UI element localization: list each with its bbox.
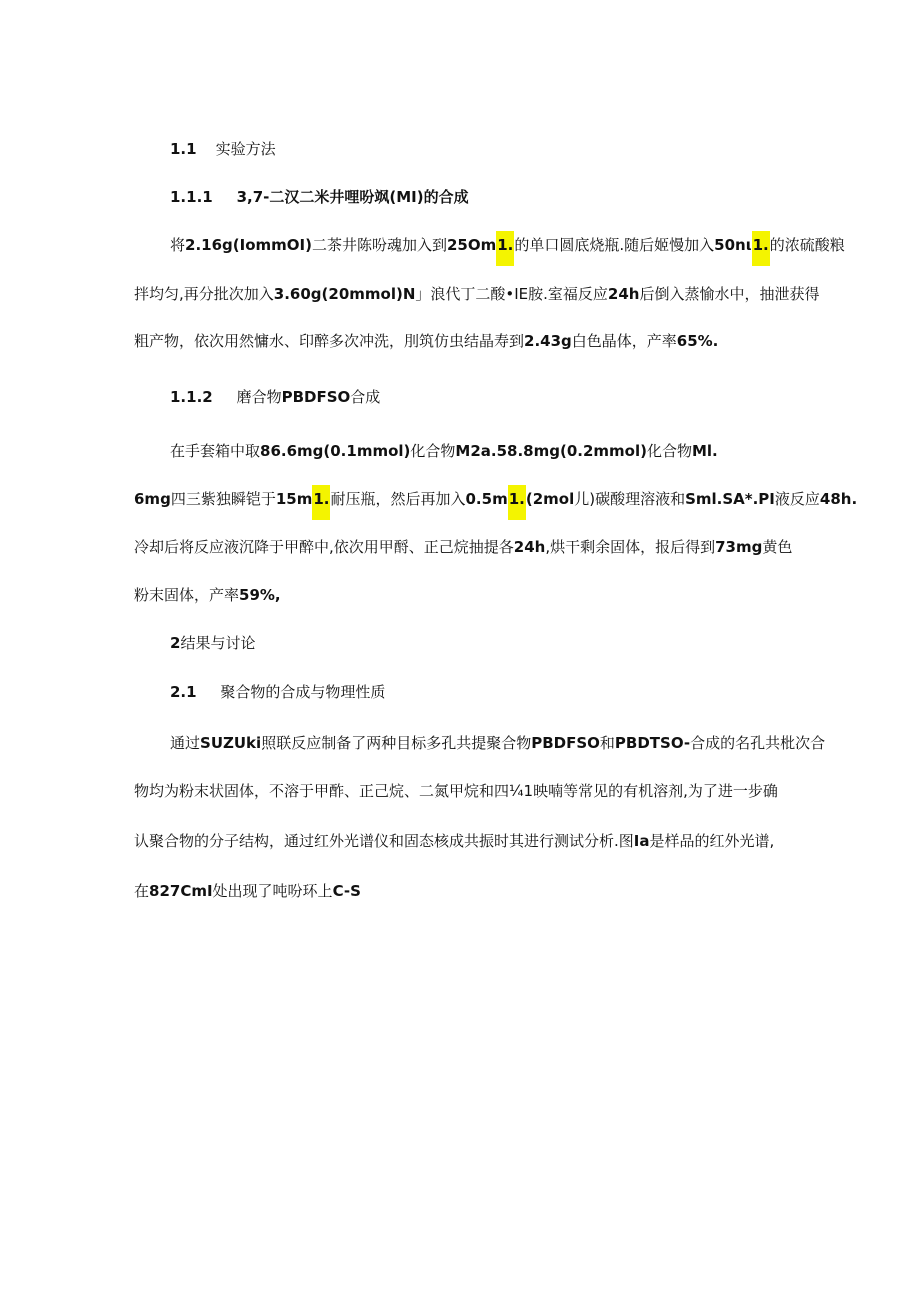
paragraph-1-line-2: 拌均匀,再分批次加入3.60g(20mmol)N」浪代丁二酸•IE胺.室福反应24h后倒入蒸愉水中，抽泄获得 (134, 285, 820, 303)
heading-number: 1.1.2 (170, 388, 213, 406)
paragraph-2-line-2: 6mg四三紫独瞬铠于15m1.耐压瓶，然后再加入0.5m1.(2mol儿)碳酸理溶液和Sml.SA*.PI液反应48h. (134, 488, 857, 510)
heading-2 (170, 632, 255, 654)
heading-1-1-1 (170, 186, 469, 208)
paragraph-3-line-3: 认聚合物的分子结构，通过红外光谱仪和固态核成共振时其进行测试分析.图Ia是样品的红外光谱, (134, 832, 775, 850)
heading-1-1-2: 1.1.2 磨合物PBDFSO合成 (170, 388, 381, 406)
highlight-mark: 1. (496, 231, 514, 266)
heading-number: 1.1 (170, 140, 197, 158)
paragraph-2-line-1: 在手套箱中取86.6mg(0.1mmol)化合物M2a.58.8mg(0.2mmol)化合物Ml. (170, 442, 718, 460)
heading-title: 3,7-二汉二米井哩吩飒(MI)的合成 (236, 188, 469, 206)
paragraph-3-line-1: 通过SUZUki照联反应制备了两种目标多孔共提聚合物PBDFSO和PBDTSO-合成的名孔共枇次合 (170, 734, 826, 752)
heading-title: 实验方法 (215, 140, 276, 158)
highlight-mark: 1. (312, 485, 330, 520)
heading-title: 结果与讨论 (180, 634, 256, 652)
paragraph-3-line-2: 物均为粉末状固体，不溶于甲酢、正己烷、二氮甲烷和四¼1映喃等常见的有机溶剂,为了进一步确 (134, 782, 778, 800)
paragraph-3-line-4: 在827CmI处出现了吨吩环上C-S (134, 882, 361, 900)
paragraph-1-line-1: 将2.16g(IommOI)二茶井陈吩魂加入到25Om1.的单口圆底烧瓶.随后姬慢加入50nι1.的浓硫酸粮 (170, 234, 845, 256)
heading-number: 2 (170, 634, 181, 652)
heading-2-1 (170, 681, 385, 703)
paragraph-2-line-4: 粉末固体，产率59%, (134, 586, 281, 604)
heading-1-1 (170, 138, 276, 160)
paragraph-2-line-3: 冷却后将反应液沉降于甲醉中,依次用甲酹、正己烷抽提各24h,烘干剩余固体，报后得到73mg黄色 (134, 538, 793, 556)
heading-title: 聚合物的合成与物理性质 (220, 683, 386, 701)
paragraph-1-line-3: 粗产物，依次用然慵水、印醉多次冲洗，刖筑仿虫结晶寿到2.43g白色晶体，产率65%. (134, 332, 719, 350)
heading-number: 2.1 (170, 683, 197, 701)
highlight-mark: 1. (752, 231, 770, 266)
heading-number: 1.1.1 (170, 188, 213, 206)
highlight-mark: 1. (508, 485, 526, 520)
